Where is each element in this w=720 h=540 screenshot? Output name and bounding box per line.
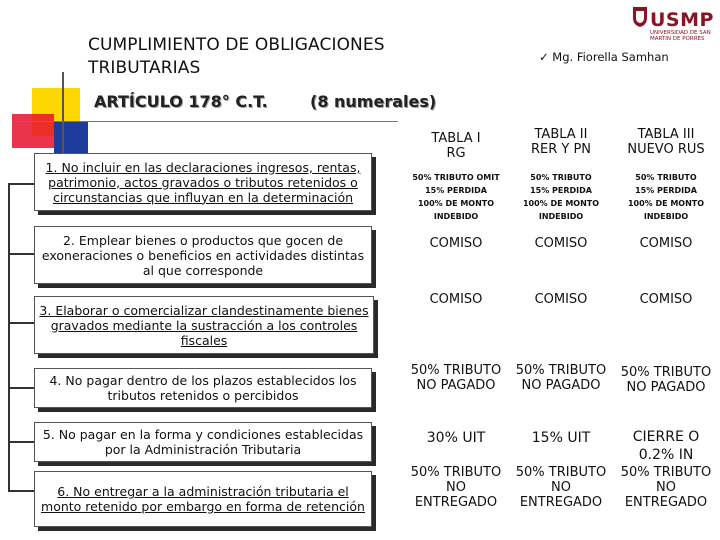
tree-trunk xyxy=(8,183,10,490)
infraction-box-4 xyxy=(34,368,372,408)
row6-col2: 50% TRIBUTO NO ENTREGADO xyxy=(515,464,607,510)
row4-col2: 50% TRIBUTO NO PAGADO xyxy=(515,363,607,393)
header-tabla-1: TABLA I RG xyxy=(431,131,481,161)
numerals-heading: (8 numerales) xyxy=(310,92,437,111)
article-heading: ARTÍCULO 178° C.T. xyxy=(94,92,268,111)
infraction-text-3: 3. Elaborar o comercializar clandestinamente bienes gravados mediante la sustracción a los controles fiscales xyxy=(39,302,369,348)
title-line-2: TRIBUTARIAS xyxy=(88,58,201,78)
row5-col3: CIERRE O 0.2% IN xyxy=(632,429,700,463)
infraction-text-1: 1. No incluir en las declaraciones ingresos, rentas, patrimonio, actos gravados o tributos retenidos o circunstancias que influyan en la determinación xyxy=(45,159,361,205)
tree-branch-6 xyxy=(8,490,34,492)
tree-branch-3 xyxy=(8,322,34,324)
infraction-box-6 xyxy=(34,471,372,527)
infraction-box-2 xyxy=(34,226,372,284)
header-tabla-3: TABLA III NUEVO RUS xyxy=(627,127,705,157)
tree-branch-4 xyxy=(8,387,34,389)
logo-text: USMP xyxy=(650,9,714,31)
infraction-box-1 xyxy=(34,153,372,211)
row4-col1: 50% TRIBUTO NO PAGADO xyxy=(410,363,502,393)
row1-col2: 50% TRIBUTO 15% PERDIDA 100% DE MONTO INDEBIDO xyxy=(522,173,600,221)
row5-col2: 15% UIT xyxy=(531,430,591,446)
row3-col2: COMISO xyxy=(534,291,588,307)
logo-subtitle: UNIVERSIDAD DE SAN MARTIN DE PORRES xyxy=(650,30,711,42)
tree-branch-2 xyxy=(8,253,34,255)
row6-col3: 50% TRIBUTO NO ENTREGADO xyxy=(620,464,712,510)
header-tabla-2: TABLA II RER Y PN xyxy=(530,127,592,157)
row5-col1: 30% UIT xyxy=(426,430,486,446)
infraction-text-2: 2. Emplear bienes o productos que gocen de exoneraciones o beneficios en actividades distintas al que corresponde xyxy=(41,232,365,278)
slide-title xyxy=(88,34,385,80)
infraction-box-5 xyxy=(34,422,372,462)
row1-col3: 50% TRIBUTO 15% PERDIDA 100% DE MONTO INDEBIDO xyxy=(627,173,705,221)
row3-col3: COMISO xyxy=(639,291,693,307)
checkmark-icon: ✓ xyxy=(539,50,549,64)
infraction-box-3 xyxy=(34,296,374,354)
infraction-text-4: 4. No pagar dentro de los plazos establecidos los tributos retenidos o percibidos xyxy=(49,373,357,403)
infraction-text-5: 5. No pagar en la forma y condiciones establecidas por la Administración Tributaria xyxy=(42,427,364,457)
row4-col3: 50% TRIBUTO NO PAGADO xyxy=(620,365,712,395)
tree-branch-5 xyxy=(8,441,34,443)
title-line-1: CUMPLIMIENTO DE OBLIGACIONES xyxy=(88,35,385,55)
row6-col1: 50% TRIBUTO NO ENTREGADO xyxy=(410,464,502,510)
logo-shield-icon xyxy=(632,6,648,28)
author-name: Mg. Fiorella Samhan xyxy=(552,50,669,64)
row2-col2: COMISO xyxy=(534,235,588,251)
decor-horizontal-rule xyxy=(18,121,398,122)
row1-col1: 50% TRIBUTO OMIT 15% PERDIDA 100% DE MONTO INDEBIDO xyxy=(412,173,500,221)
row2-col3: COMISO xyxy=(639,235,693,251)
tree-branch-1 xyxy=(8,183,34,185)
decor-red-square xyxy=(12,114,54,148)
row3-col1: COMISO xyxy=(429,291,483,307)
row2-col1: COMISO xyxy=(429,235,483,251)
infraction-text-6: 6. No entregar a la administración tributaria el monto retenido por embargo en forma de retención xyxy=(41,484,365,514)
author-line xyxy=(539,50,669,64)
